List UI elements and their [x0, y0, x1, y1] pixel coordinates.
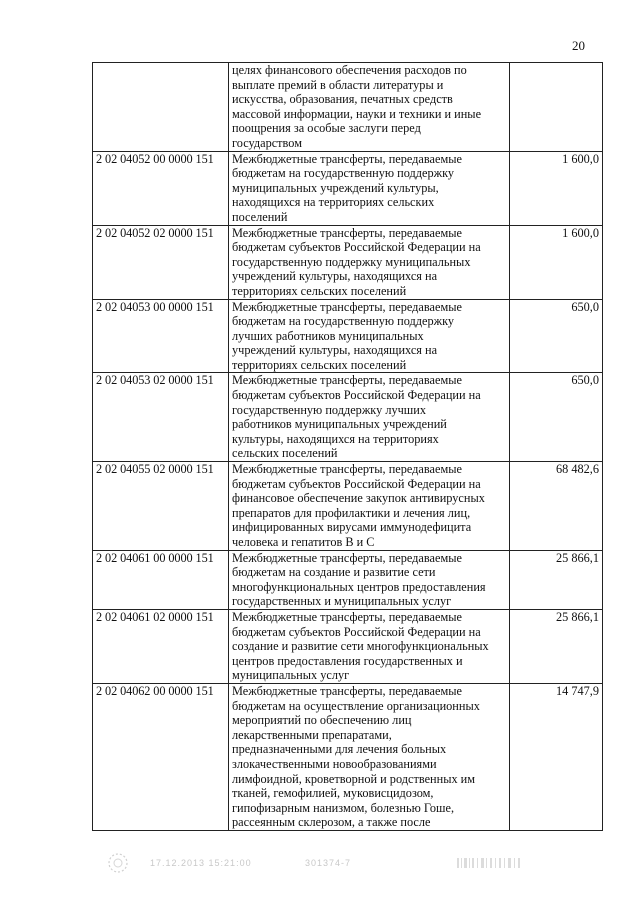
revenue-name-line: создание и развитие сети многофункциональных [232, 639, 489, 654]
revenue-name-line: бюджетам на осуществление организационных [232, 698, 480, 713]
amount-cell: 25 866,1 [510, 609, 603, 683]
table-row [93, 462, 603, 551]
revenue-name-line: инфицированных вирусами иммунодефицита [232, 520, 472, 535]
revenue-name-line: лимфоидной, кроветворной и родственных им [232, 771, 476, 786]
revenue-name-line: работников муниципальных учреждений [232, 417, 447, 432]
revenue-name-line: целях финансового обеспечения расходов по [232, 63, 467, 77]
budget-table [92, 62, 603, 831]
revenue-name-line: государственную поддержку лучших [232, 402, 426, 417]
revenue-name-line: сельских поселений [232, 446, 338, 461]
revenue-name-line: Межбюджетные трансферты, передаваемые [232, 550, 462, 565]
amount-cell [510, 63, 603, 152]
revenue-name-line: государством [232, 135, 302, 150]
revenue-name-line: бюджетам субъектов Российской Федерации на [232, 240, 481, 255]
revenue-name-line: препаратов для профилактики и лечения лиц, [232, 505, 471, 520]
stamp-mark-icon [100, 852, 136, 874]
revenue-name-line: выплате премий в области литературы и [232, 77, 444, 92]
revenue-name-line: бюджетам на создание и развитие сети [232, 565, 436, 580]
revenue-name-line: учреждений культуры, находящихся на [232, 343, 438, 358]
revenue-name-cell [229, 550, 510, 609]
revenue-name-line: многофункциональных центров предоставления [232, 579, 486, 594]
revenue-name-line: поощрения за особые заслуги перед [232, 121, 421, 136]
table-row [93, 550, 603, 609]
revenue-code-cell: 2 02 04062 00 0000 151 [93, 683, 229, 830]
revenue-name-line: Межбюджетные трансферты, передаваемые [232, 609, 462, 624]
revenue-name-line: бюджетам на государственную поддержку [232, 166, 455, 181]
revenue-name-line: тканей, гемофилией, муковисцидозом, [232, 786, 434, 801]
revenue-name-line: человека и гепатитов В и С [232, 535, 375, 549]
revenue-name-line: массовой информации, науки и техники и иные [232, 106, 482, 121]
revenue-name-line: Межбюджетные трансферты, передаваемые [232, 683, 462, 698]
amount-cell: 14 747,9 [510, 683, 603, 830]
revenue-name-line: Межбюджетные трансферты, передаваемые [232, 462, 462, 477]
table-row [93, 299, 603, 373]
revenue-name-line: лучших работников муниципальных [232, 328, 424, 343]
table-row [93, 683, 603, 830]
revenue-name-line: предназначенными для лечения больных [232, 742, 447, 757]
revenue-name-line: учреждений культуры, находящихся на [232, 269, 438, 284]
amount-cell: 650,0 [510, 373, 603, 462]
revenue-name-cell [229, 299, 510, 373]
revenue-name-line: Межбюджетные трансферты, передаваемые [232, 373, 462, 388]
table-row [93, 151, 603, 225]
revenue-name-line: рассеянным склерозом, а также после [232, 815, 431, 830]
revenue-name-line: искусства, образования, печатных средств [232, 92, 453, 107]
revenue-code-cell: 2 02 04052 02 0000 151 [93, 225, 229, 299]
revenue-name-line: злокачественными новообразованиями [232, 756, 437, 771]
revenue-name-cell [229, 609, 510, 683]
revenue-code-cell: 2 02 04055 02 0000 151 [93, 462, 229, 551]
revenue-name-cell [229, 151, 510, 225]
revenue-name-line: гипофизарным нанизмом, болезнью Гоше, [232, 800, 455, 815]
barcode-mark-icon [455, 854, 525, 872]
revenue-name-cell [229, 683, 510, 830]
amount-cell: 1 600,0 [510, 225, 603, 299]
amount-cell: 1 600,0 [510, 151, 603, 225]
revenue-name-line: культуры, находящихся на территориях [232, 431, 439, 446]
revenue-code-cell: 2 02 04053 00 0000 151 [93, 299, 229, 373]
revenue-code-cell [93, 63, 229, 152]
revenue-name-cell [229, 373, 510, 462]
scan-footer [100, 852, 620, 874]
scan-timestamp: 17.12.2013 15:21:00 [150, 858, 252, 868]
revenue-name-line: Межбюджетные трансферты, передаваемые [232, 225, 462, 240]
revenue-name-line: бюджетам на государственную поддержку [232, 314, 455, 329]
revenue-name-line: лекарственными препаратами, [232, 727, 392, 742]
revenue-name-line: Межбюджетные трансферты, передаваемые [232, 151, 462, 166]
revenue-code-cell: 2 02 04061 02 0000 151 [93, 609, 229, 683]
revenue-name-line: бюджетам субъектов Российской Федерации на [232, 624, 481, 639]
amount-cell: 25 866,1 [510, 550, 603, 609]
revenue-name-line: территориях сельских поселений [232, 357, 407, 372]
revenue-code-cell: 2 02 04052 00 0000 151 [93, 151, 229, 225]
table-row [93, 63, 603, 152]
revenue-code-cell: 2 02 04053 02 0000 151 [93, 373, 229, 462]
amount-cell: 68 482,6 [510, 462, 603, 551]
revenue-name-line: государственных и муниципальных услуг [232, 594, 452, 609]
revenue-name-line: мероприятий по обеспечению лиц [232, 713, 412, 728]
revenue-name-line: поселений [232, 209, 288, 224]
scan-doc-number: 301374-7 [305, 858, 352, 868]
table-row [93, 225, 603, 299]
amount-cell: 650,0 [510, 299, 603, 373]
budget-table-body [93, 63, 603, 831]
revenue-name-line: бюджетам субъектов Российской Федерации на [232, 388, 481, 403]
revenue-name-cell [229, 225, 510, 299]
revenue-name-line: Межбюджетные трансферты, передаваемые [232, 299, 462, 314]
revenue-name-cell [229, 63, 510, 152]
revenue-name-line: государственную поддержку муниципальных [232, 254, 471, 269]
revenue-name-cell [229, 462, 510, 551]
revenue-name-line: территориях сельских поселений [232, 283, 407, 298]
revenue-name-line: бюджетам субъектов Российской Федерации на [232, 476, 481, 491]
page-number: 20 [572, 38, 585, 53]
revenue-name-line: муниципальных услуг [232, 668, 350, 683]
revenue-name-line: находящихся на территориях сельских [232, 195, 435, 210]
revenue-name-line: муниципальных учреждений культуры, [232, 180, 439, 195]
revenue-code-cell: 2 02 04061 00 0000 151 [93, 550, 229, 609]
table-row [93, 609, 603, 683]
revenue-name-line: центров предоставления государственных и [232, 653, 463, 668]
table-row [93, 373, 603, 462]
revenue-name-line: финансовое обеспечение закупок антивирусных [232, 491, 485, 506]
